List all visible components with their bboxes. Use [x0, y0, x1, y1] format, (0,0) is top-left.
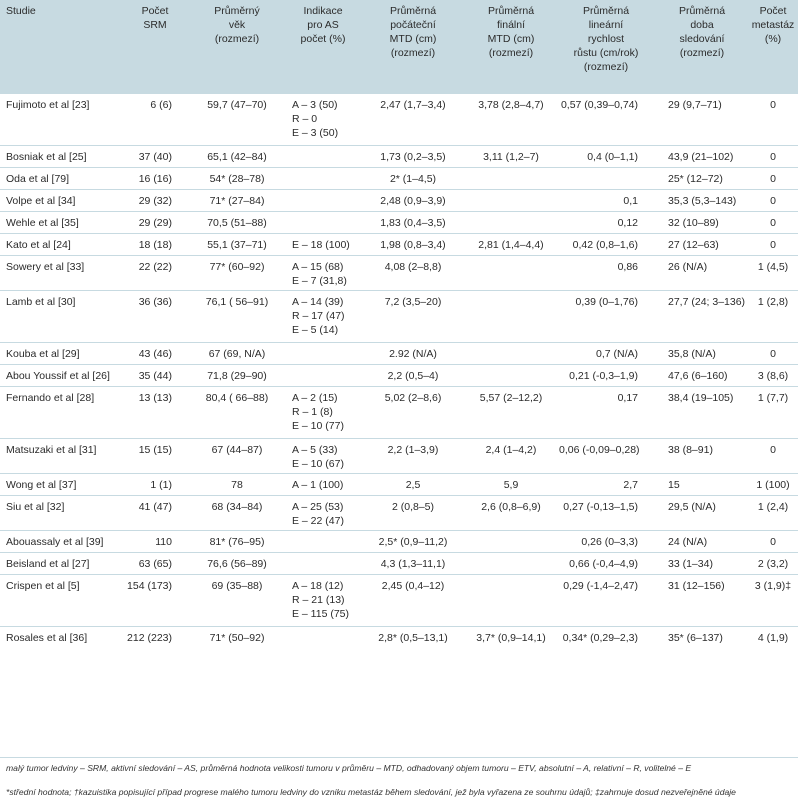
indication-line: R – 17 (47): [292, 309, 345, 322]
cell-metastases: 0: [748, 438, 798, 473]
cell-initial-mtd: 4,3 (1,3–11,1): [360, 552, 466, 574]
header-line: Průměrná: [582, 5, 630, 17]
header-line: Počet: [141, 5, 169, 17]
cell-followup: 47,6 (6–160): [656, 364, 748, 386]
indication-line: R – 21 (13): [292, 593, 345, 606]
cell-growth-rate: 0,7 (N/A): [556, 342, 656, 364]
indication-line: A – 15 (68): [292, 260, 344, 273]
cell-metastases: 0: [748, 189, 798, 211]
cell-initial-mtd: 1,83 (0,4–3,5): [360, 211, 466, 233]
cell-metastases: 1 (2,8): [748, 290, 798, 342]
cell-metastases: 0: [748, 145, 798, 167]
cell-metastases: 0: [748, 530, 798, 552]
cell-final-mtd: [466, 364, 556, 386]
cell-final-mtd: 2,4 (1–4,2): [466, 438, 556, 473]
indication-line: A – 5 (33): [292, 443, 338, 456]
cell-indication: [286, 255, 360, 290]
cell-metastases: 0: [748, 233, 798, 255]
header-final-mtd: [466, 0, 556, 93]
cell-initial-mtd: 4,08 (2–8,8): [360, 255, 466, 290]
cell-initial-mtd: 2 (0,8–5): [360, 495, 466, 530]
cell-indication: [286, 473, 360, 495]
cell-final-mtd: 2,81 (1,4–4,4): [466, 233, 556, 255]
header-line: (rozmezí): [214, 33, 260, 45]
header-line: (rozmezí): [583, 61, 629, 73]
cell-mean-age: 70,5 (51–88): [188, 211, 286, 233]
cell-final-mtd: 5,57 (2–12,2): [466, 386, 556, 438]
cell-srm-count: 110: [122, 530, 188, 552]
indication-line: A – 2 (15): [292, 391, 338, 404]
header-line: věk: [228, 19, 246, 31]
cell-study: Volpe et al [34]: [0, 189, 122, 211]
cell-study: Lamb et al [30]: [0, 290, 122, 342]
header-metastases: [748, 0, 798, 93]
cell-study: Beisland et al [27]: [0, 552, 122, 574]
cell-indication: [286, 167, 360, 189]
cell-metastases: 1 (4,5): [748, 255, 798, 290]
cell-srm-count: 13 (13): [122, 386, 188, 438]
cell-metastases: 3 (1,9)‡: [748, 574, 798, 626]
cell-mean-age: 76,6 (56–89): [188, 552, 286, 574]
cell-growth-rate: 0,21 (-0,3–1,9): [556, 364, 656, 386]
cell-mean-age: 71* (50–92): [188, 626, 286, 648]
table-row: [0, 626, 798, 648]
cell-growth-rate: 0,06 (-0,09–0,28): [556, 438, 656, 473]
cell-indication: [286, 574, 360, 626]
cell-followup: 29 (9,7–71): [656, 93, 748, 145]
header-line: rychlost: [587, 33, 625, 45]
table-row: [0, 255, 798, 290]
cell-study: Wong et al [37]: [0, 473, 122, 495]
cell-followup: 26 (N/A): [656, 255, 748, 290]
cell-growth-rate: 0,12: [556, 211, 656, 233]
indication-line: R – 1 (8): [292, 405, 333, 418]
cell-initial-mtd: 7,2 (3,5–20): [360, 290, 466, 342]
cell-followup: 29,5 (N/A): [656, 495, 748, 530]
indication-line: E – 10 (67): [292, 457, 344, 470]
cell-mean-age: 54* (28–78): [188, 167, 286, 189]
cell-final-mtd: 2,6 (0,8–6,9): [466, 495, 556, 530]
table-row: [0, 473, 798, 495]
header-line: pro AS: [307, 19, 339, 31]
header-line: Počet: [759, 5, 787, 17]
cell-indication: [286, 145, 360, 167]
header-line: Průměrná: [389, 5, 437, 17]
indication-line: E – 22 (47): [292, 514, 344, 527]
cell-initial-mtd: 2,2 (1–3,9): [360, 438, 466, 473]
cell-study: Oda et al [79]: [0, 167, 122, 189]
cell-growth-rate: 0,4 (0–1,1): [556, 145, 656, 167]
cell-indication: [286, 342, 360, 364]
cell-srm-count: 1 (1): [122, 473, 188, 495]
header-study: Studie: [6, 5, 36, 17]
cell-followup: 38,4 (19–105): [656, 386, 748, 438]
table-row: [0, 342, 798, 364]
cell-srm-count: 36 (36): [122, 290, 188, 342]
header-line: (rozmezí): [390, 47, 436, 59]
header-line: lineární: [588, 19, 624, 31]
cell-final-mtd: [466, 342, 556, 364]
header-line: SRM: [143, 19, 167, 31]
cell-metastases: 1 (2,4): [748, 495, 798, 530]
header-line: doba: [690, 19, 714, 31]
cell-study: Kato et al [24]: [0, 233, 122, 255]
cell-final-mtd: [466, 530, 556, 552]
cell-followup: 31 (12–156): [656, 574, 748, 626]
cell-indication: [286, 552, 360, 574]
cell-metastases: 0: [748, 342, 798, 364]
cell-initial-mtd: 2,8* (0,5–13,1): [360, 626, 466, 648]
cell-mean-age: 76,1 ( 56–91): [188, 290, 286, 342]
cell-initial-mtd: 2* (1–4,5): [360, 167, 466, 189]
cell-metastases: 0: [748, 211, 798, 233]
cell-metastases: 1 (100): [748, 473, 798, 495]
cell-indication: [286, 290, 360, 342]
header-line: MTD (cm): [389, 33, 437, 45]
cell-srm-count: 212 (223): [122, 626, 188, 648]
cell-study: Siu et al [32]: [0, 495, 122, 530]
cell-growth-rate: 0,39 (0–1,76): [556, 290, 656, 342]
cell-srm-count: 29 (29): [122, 211, 188, 233]
cell-mean-age: 71,8 (29–90): [188, 364, 286, 386]
cell-srm-count: 43 (46): [122, 342, 188, 364]
cell-metastases: 4 (1,9): [748, 626, 798, 648]
cell-followup: 25* (12–72): [656, 167, 748, 189]
table-row: [0, 495, 798, 530]
indication-line: A – 3 (50): [292, 98, 338, 111]
cell-mean-age: 81* (76–95): [188, 530, 286, 552]
header-line: růstu (cm/rok): [573, 47, 639, 59]
cell-study: Abouassaly et al [39]: [0, 530, 122, 552]
cell-growth-rate: 0,29 (-1,4–2,47): [556, 574, 656, 626]
indication-line: A – 14 (39): [292, 295, 344, 308]
cell-followup: 43,9 (21–102): [656, 145, 748, 167]
cell-metastases: 0: [748, 167, 798, 189]
cell-followup: 24 (N/A): [656, 530, 748, 552]
cell-growth-rate: 2,7: [556, 473, 656, 495]
table-row: [0, 93, 798, 145]
cell-mean-age: 59,7 (47–70): [188, 93, 286, 145]
header-growth-rate: [556, 0, 656, 93]
table-row: [0, 189, 798, 211]
header-line: počet (%): [300, 33, 346, 45]
cell-srm-count: 63 (65): [122, 552, 188, 574]
cell-followup: 27 (12–63): [656, 233, 748, 255]
cell-followup: 27,7 (24; 3–136): [656, 290, 748, 342]
header-line: (%): [764, 33, 782, 45]
cell-initial-mtd: 2,45 (0,4–12): [360, 574, 466, 626]
cell-mean-age: 69 (35–88): [188, 574, 286, 626]
cell-initial-mtd: 2,48 (0,9–3,9): [360, 189, 466, 211]
header-srm: [122, 0, 188, 93]
cell-followup: 38 (8–91): [656, 438, 748, 473]
cell-indication: [286, 189, 360, 211]
cell-metastases: 0: [748, 93, 798, 145]
cell-followup: 32 (10–89): [656, 211, 748, 233]
cell-final-mtd: 3,7* (0,9–14,1): [466, 626, 556, 648]
table-row: [0, 290, 798, 342]
table-row: [0, 167, 798, 189]
cell-initial-mtd: 2,5* (0,9–11,2): [360, 530, 466, 552]
table-row: [0, 233, 798, 255]
indication-line: E – 5 (14): [292, 323, 339, 336]
table-row: [0, 364, 798, 386]
cell-growth-rate: 0,66 (-0,4–4,9): [556, 552, 656, 574]
table-row: [0, 574, 798, 626]
cell-growth-rate: [556, 167, 656, 189]
header-line: finální: [496, 19, 526, 31]
cell-growth-rate: 0,26 (0–3,3): [556, 530, 656, 552]
header-line: (rozmezí): [488, 47, 534, 59]
cell-final-mtd: 5,9: [466, 473, 556, 495]
cell-growth-rate: 0,42 (0,8–1,6): [556, 233, 656, 255]
footnotes: [0, 757, 798, 799]
cell-srm-count: 35 (44): [122, 364, 188, 386]
cell-study: Abou Youssif et al [26]: [0, 364, 122, 386]
indication-line: E – 10 (77): [292, 419, 344, 432]
cell-study: Kouba et al [29]: [0, 342, 122, 364]
cell-growth-rate: 0,34* (0,29–2,3): [556, 626, 656, 648]
indication-line: E – 18 (100): [292, 238, 350, 251]
cell-final-mtd: [466, 167, 556, 189]
cell-srm-count: 15 (15): [122, 438, 188, 473]
header-line: Průměrný: [214, 5, 260, 17]
cell-mean-age: 80,4 ( 66–88): [188, 386, 286, 438]
cell-mean-age: 65,1 (42–84): [188, 145, 286, 167]
cell-mean-age: 77* (60–92): [188, 255, 286, 290]
header-indication: [286, 0, 360, 93]
footnote-symbols: *střední hodnota; †kazuistika popisující případ progrese malého tumoru ledviny do vzniku metastáz během sledování, jež byla vyřazena ze souhrnu údajů; ‡zahrnuje dosud nezveřejněné údaje: [6, 787, 736, 797]
cell-mean-age: 67 (69, N/A): [188, 342, 286, 364]
cell-growth-rate: 0,27 (-0,13–1,5): [556, 495, 656, 530]
cell-final-mtd: [466, 211, 556, 233]
cell-study: Rosales et al [36]: [0, 626, 122, 648]
cell-metastases: 2 (3,2): [748, 552, 798, 574]
cell-indication: [286, 438, 360, 473]
cell-indication: [286, 93, 360, 145]
indication-line: E – 115 (75): [292, 607, 350, 620]
table-row: [0, 552, 798, 574]
cell-study: Sowery et al [33]: [0, 255, 122, 290]
table-row: [0, 145, 798, 167]
cell-indication: [286, 626, 360, 648]
table-row: [0, 530, 798, 552]
table-row: [0, 438, 798, 473]
cell-study: Wehle et al [35]: [0, 211, 122, 233]
cell-followup: 35,8 (N/A): [656, 342, 748, 364]
cell-initial-mtd: 2,5: [360, 473, 466, 495]
header-line: počáteční: [390, 19, 436, 31]
header-followup: [656, 0, 748, 93]
cell-srm-count: 29 (32): [122, 189, 188, 211]
cell-growth-rate: 0,86: [556, 255, 656, 290]
cell-growth-rate: 0,57 (0,39–0,74): [556, 93, 656, 145]
cell-study: Matsuzaki et al [31]: [0, 438, 122, 473]
header-line: (rozmezí): [679, 47, 725, 59]
cell-growth-rate: 0,17: [556, 386, 656, 438]
cell-followup: 15: [656, 473, 748, 495]
header-line: Průměrná: [487, 5, 535, 17]
cell-mean-age: 68 (34–84): [188, 495, 286, 530]
cell-indication: [286, 495, 360, 530]
indication-line: R – 0: [292, 112, 318, 125]
cell-initial-mtd: 1,73 (0,2–3,5): [360, 145, 466, 167]
header-line: MTD (cm): [487, 33, 535, 45]
cell-study: Bosniak et al [25]: [0, 145, 122, 167]
cell-metastases: 3 (8,6): [748, 364, 798, 386]
cell-mean-age: 67 (44–87): [188, 438, 286, 473]
cell-study: Fujimoto et al [23]: [0, 93, 122, 145]
cell-indication: [286, 530, 360, 552]
indication-line: A – 1 (100): [292, 478, 344, 491]
cell-srm-count: 41 (47): [122, 495, 188, 530]
indication-line: E – 3 (50): [292, 126, 339, 139]
table-row: [0, 386, 798, 438]
cell-final-mtd: [466, 574, 556, 626]
cell-srm-count: 16 (16): [122, 167, 188, 189]
cell-srm-count: 154 (173): [122, 574, 188, 626]
header-line: Průměrná: [678, 5, 726, 17]
cell-metastases: 1 (7,7): [748, 386, 798, 438]
cell-initial-mtd: 2,2 (0,5–4): [360, 364, 466, 386]
cell-initial-mtd: 5,02 (2–8,6): [360, 386, 466, 438]
indication-line: A – 18 (12): [292, 579, 344, 592]
cell-indication: [286, 364, 360, 386]
cell-study: Fernando et al [28]: [0, 386, 122, 438]
indication-line: A – 25 (53): [292, 500, 344, 513]
cell-mean-age: 71* (27–84): [188, 189, 286, 211]
header-line: sledování: [679, 33, 725, 45]
cell-final-mtd: [466, 552, 556, 574]
header-age: [188, 0, 286, 93]
cell-final-mtd: 3,11 (1,2–7): [466, 145, 556, 167]
cell-study: Crispen et al [5]: [0, 574, 122, 626]
cell-mean-age: 78: [188, 473, 286, 495]
cell-initial-mtd: 1,98 (0,8–3,4): [360, 233, 466, 255]
cell-initial-mtd: 2.92 (N/A): [360, 342, 466, 364]
cell-final-mtd: [466, 255, 556, 290]
cell-final-mtd: [466, 189, 556, 211]
cell-final-mtd: [466, 290, 556, 342]
cell-growth-rate: 0,1: [556, 189, 656, 211]
indication-line: E – 7 (31,8): [292, 274, 347, 287]
cell-mean-age: 55,1 (37–71): [188, 233, 286, 255]
cell-followup: 33 (1–34): [656, 552, 748, 574]
table-row: [0, 211, 798, 233]
footnote-abbreviations: malý tumor ledviny – SRM, aktivní sledování – AS, průměrná hodnota velikosti tumoru v průměru – MTD, odhadovaný objem tumoru – ETV, absolutní – A, relativní – R, volitelné – E: [6, 763, 692, 773]
cell-srm-count: 37 (40): [122, 145, 188, 167]
header-row: [0, 0, 798, 93]
cell-indication: [286, 386, 360, 438]
cell-final-mtd: 3,78 (2,8–4,7): [466, 93, 556, 145]
cell-indication: [286, 211, 360, 233]
header-initial-mtd: [360, 0, 466, 93]
cell-srm-count: 6 (6): [122, 93, 188, 145]
cell-srm-count: 18 (18): [122, 233, 188, 255]
cell-followup: 35,3 (5,3–143): [656, 189, 748, 211]
header-line: metastáz: [751, 19, 795, 31]
cell-followup: 35* (6–137): [656, 626, 748, 648]
cell-srm-count: 22 (22): [122, 255, 188, 290]
table-body: [0, 93, 798, 648]
cell-indication: [286, 233, 360, 255]
cell-initial-mtd: 2,47 (1,7–3,4): [360, 93, 466, 145]
header-line: Indikace: [303, 5, 343, 17]
